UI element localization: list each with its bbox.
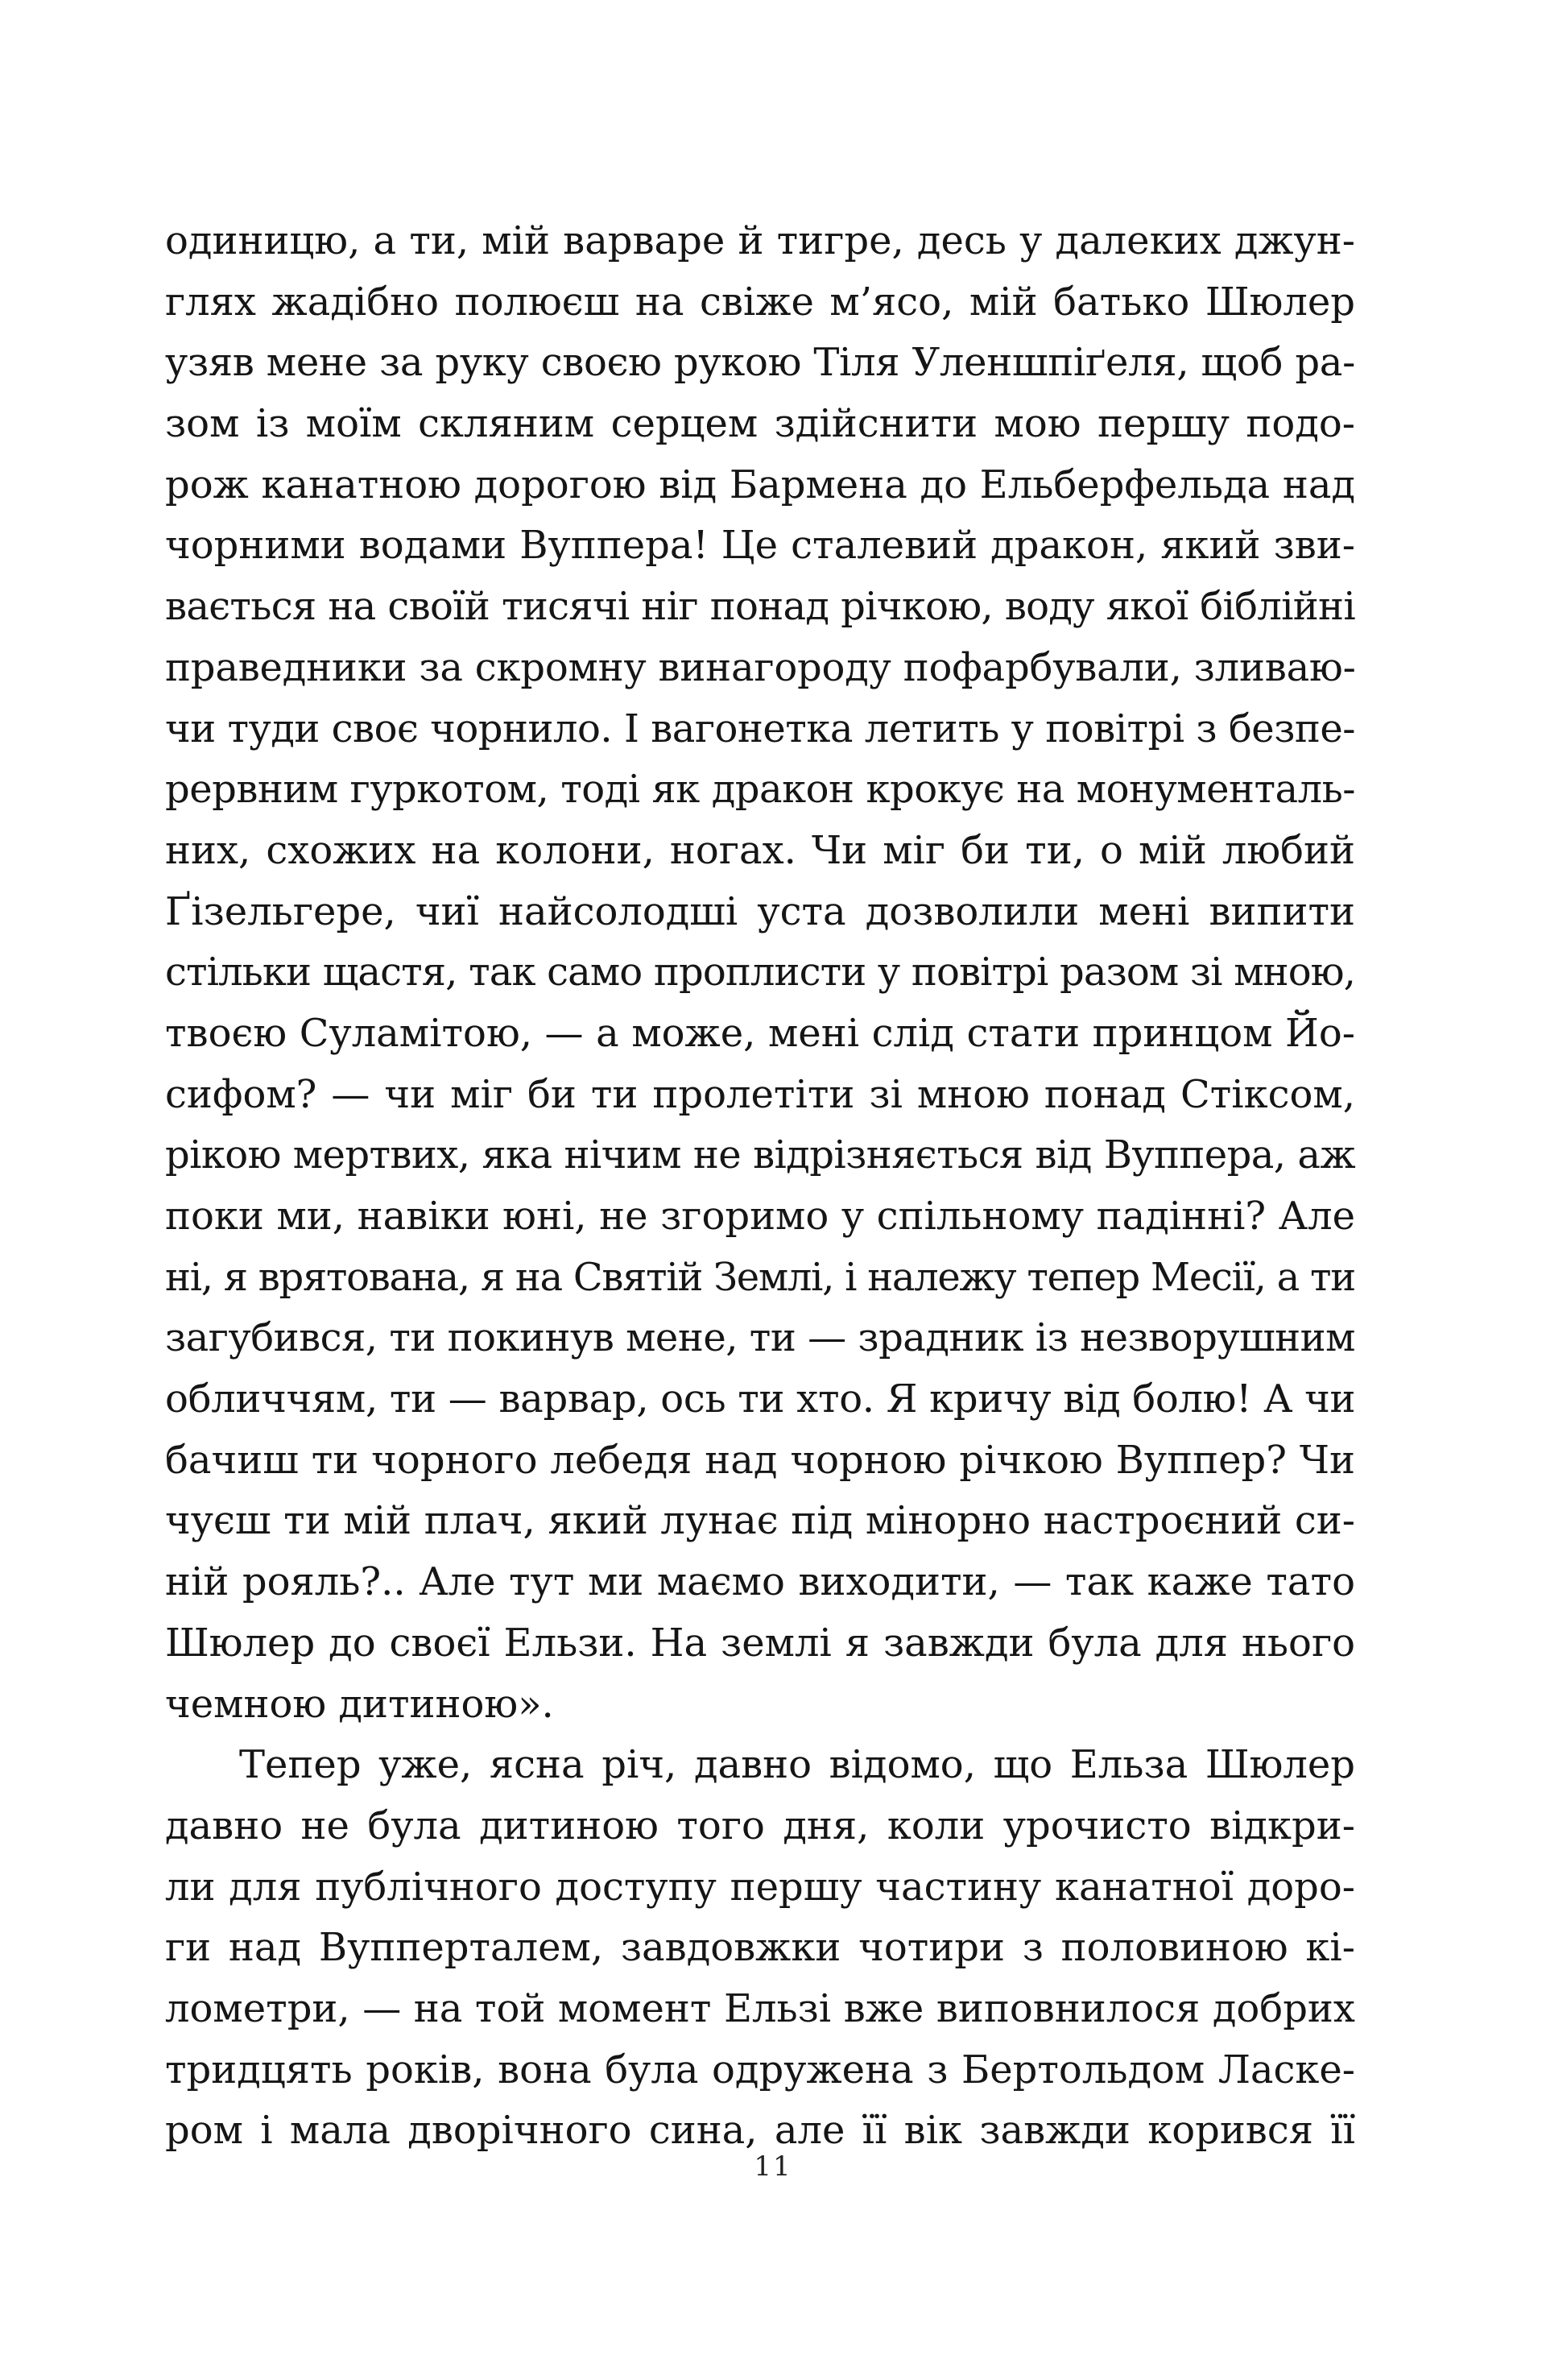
text-line: ли для публічного доступу першу частину канатної доро-	[165, 1864, 1355, 1910]
text-line: поки ми, навіки юні, не згоримо у спільному падінні? Але	[165, 1194, 1355, 1239]
body-text	[165, 211, 1355, 2162]
text-line: ній рояль?.. Але тут ми маємо виходити, — так каже тато	[165, 1559, 1355, 1605]
text-line: давно не була дитиною того дня, коли урочисто відкри-	[165, 1803, 1355, 1848]
text-line: чи туди своє чорнило. І вагонетка летить у повітрі з безпе-	[165, 706, 1355, 751]
text-line: зом із моїм скляним серцем здійснити мою першу подо-	[165, 401, 1355, 447]
text-line: ги над Вупперталем, завдовжки чотири з половиною кі-	[165, 1925, 1355, 1971]
text-line: твоєю Суламітою, — а може, мені слід стати принцом Йо-	[165, 1010, 1355, 1056]
text-line: рікою мертвих, яка нічим не відрізняється від Вуппера, аж	[165, 1132, 1355, 1178]
text-line: ром і мала дворічного сина, але її вік завжди корився її	[165, 2108, 1355, 2154]
text-line: тридцять років, вона була одружена з Бертольдом Ласке-	[165, 2047, 1355, 2092]
page-number: 11	[754, 2150, 792, 2183]
text-line: чуєш ти мій плач, який лунає під мінорно настроєний си-	[165, 1498, 1355, 1544]
text-line: Ґізельгере, чиї найсолодші уста дозволили мені випити	[165, 888, 1355, 934]
paragraph-start-line: Тепер уже, ясна річ, давно відомо, що Ельза Шюлер	[239, 1742, 1355, 1788]
text-line: рервним гуркотом, тоді як дракон крокує на монументаль-	[165, 767, 1355, 813]
text-line: лометри, — на той момент Ельзі вже виповнилося добрих	[165, 1985, 1355, 2031]
text-line: узяв мене за руку своєю рукою Тіля Уленшпіґеля, щоб ра-	[165, 340, 1355, 386]
text-line: вається на своїй тисячі ніг понад річкою, воду якої біблійні	[165, 584, 1355, 630]
text-line: загубився, ти покинув мене, ти — зрадник із незворушним	[165, 1315, 1355, 1361]
text-line: ні, я врятована, я на Святій Землі, і належу тепер Месії, а ти	[165, 1254, 1355, 1300]
text-line: чорними водами Вуппера! Це сталевий дракон, який зви-	[165, 523, 1355, 569]
text-line: бачиш ти чорного лебедя над чорною річкою Вуппер? Чи	[165, 1437, 1355, 1483]
text-line: стільки щастя, так само проплисти у повітрі разом зі мною,	[165, 950, 1355, 995]
text-line: Шюлер до своєї Ельзи. На землі я завжди була для нього	[165, 1620, 1355, 1666]
text-line: сифом? — чи міг би ти пролетіти зі мною понад Стіксом,	[165, 1071, 1355, 1117]
text-line: глях жадібно полюєш на свіже м’ясо, мій батько Шюлер	[165, 279, 1355, 325]
text-line: одиницю, а ти, мій варваре й тигре, десь у далеких джун-	[165, 218, 1355, 263]
text-line: праведники за скромну винагороду пофарбували, зливаю-	[165, 644, 1356, 690]
paragraph-end-line: чемною дитиною».	[165, 1681, 554, 1727]
text-line: них, схожих на колони, ногах. Чи міг би ти, о мій любий	[165, 827, 1355, 873]
text-line: обличчям, ти — варвар, ось ти хто. Я кричу від болю! А чи	[165, 1376, 1356, 1422]
text-line: рож канатною дорогою від Бармена до Ельберфельда над	[165, 462, 1355, 507]
